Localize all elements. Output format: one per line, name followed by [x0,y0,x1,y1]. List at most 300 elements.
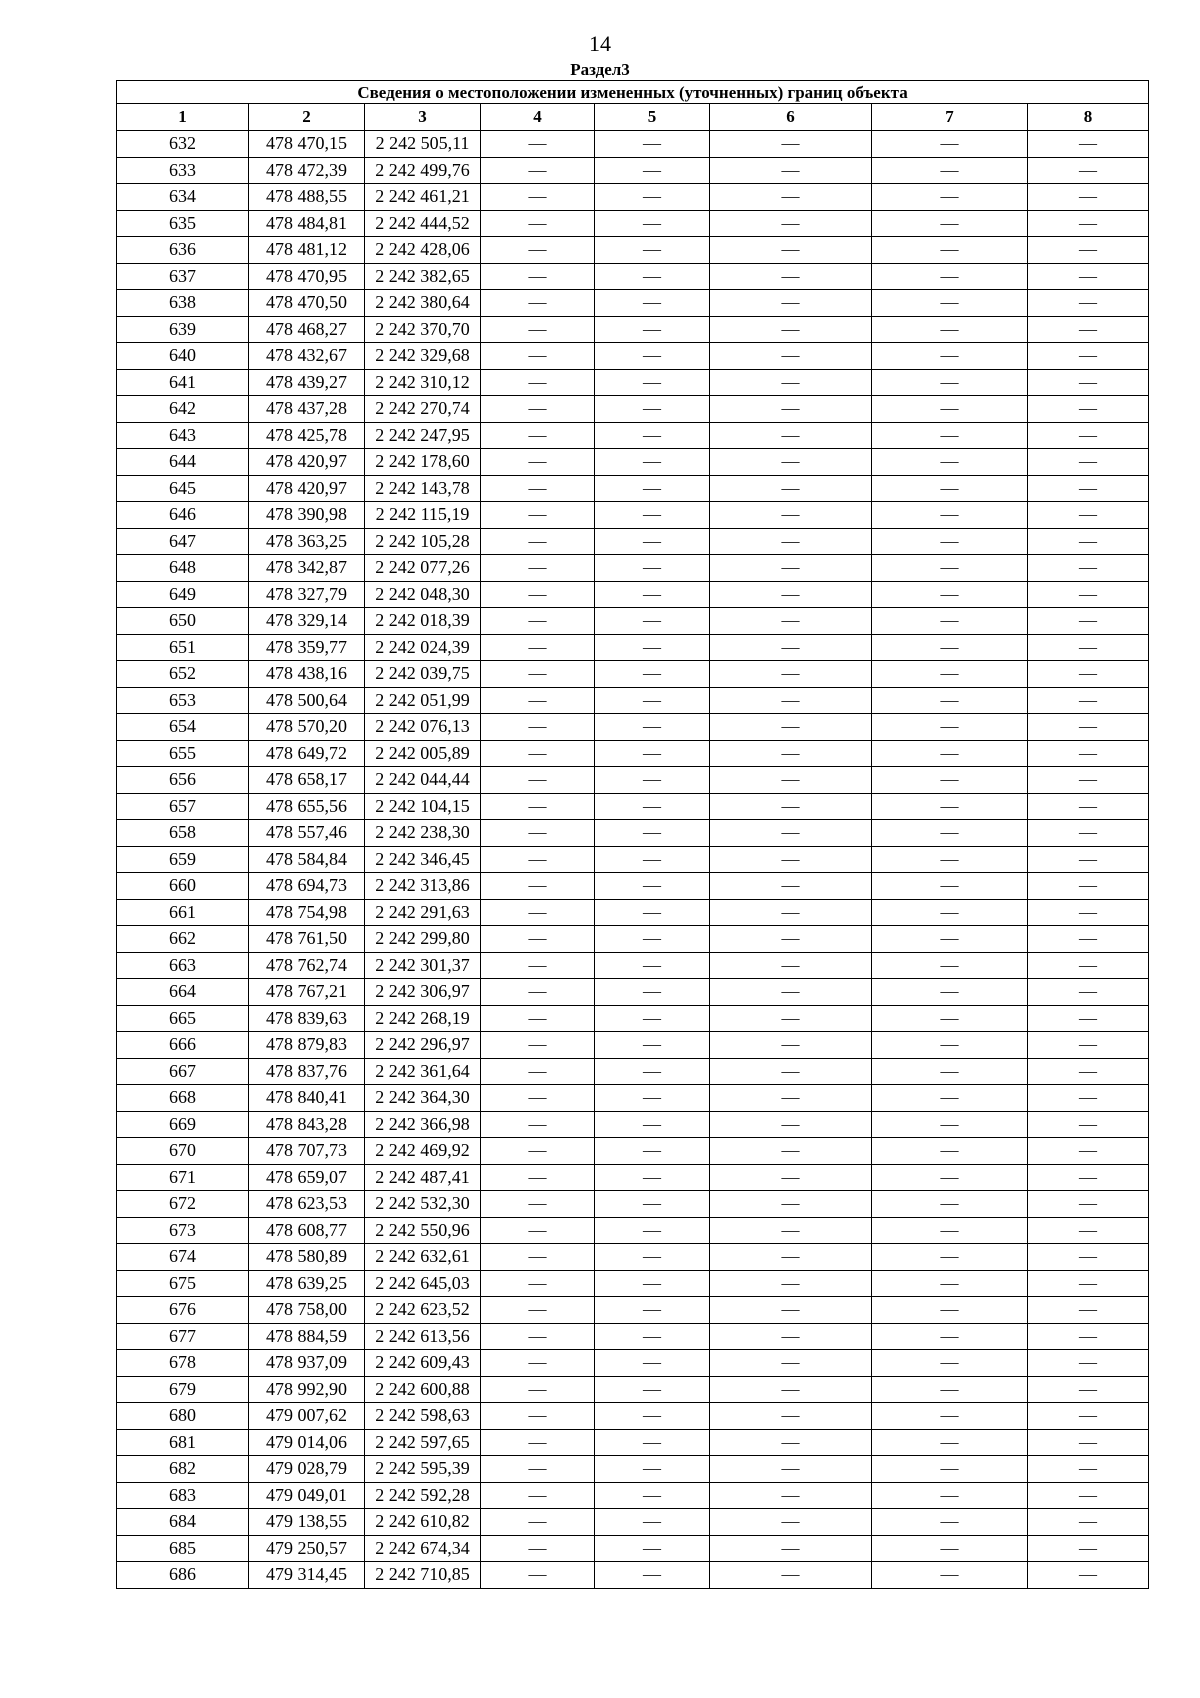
empty-value-cell: — [481,952,595,979]
y-coordinate-cell: 2 242 346,45 [365,846,481,873]
column-header-4: 4 [481,104,595,131]
empty-value-cell: — [595,449,710,476]
table-row [117,1164,1149,1191]
empty-value-cell: — [1028,846,1149,873]
empty-value-cell: — [710,687,872,714]
empty-value-cell: — [710,1217,872,1244]
empty-value-cell: — [595,1138,710,1165]
point-number-cell: 643 [117,422,249,449]
empty-value-cell: — [872,687,1028,714]
empty-value-cell: — [1028,1111,1149,1138]
empty-value-cell: — [481,1509,595,1536]
empty-value-cell: — [710,1509,872,1536]
empty-value-cell: — [481,263,595,290]
x-coordinate-cell: 478 468,27 [249,316,365,343]
x-coordinate-cell: 478 884,59 [249,1323,365,1350]
point-number-cell: 634 [117,184,249,211]
x-coordinate-cell: 479 250,57 [249,1535,365,1562]
empty-value-cell: — [710,873,872,900]
point-number-cell: 632 [117,131,249,158]
point-number-cell: 678 [117,1350,249,1377]
point-number-cell: 673 [117,1217,249,1244]
empty-value-cell: — [872,290,1028,317]
y-coordinate-cell: 2 242 613,56 [365,1323,481,1350]
point-number-cell: 638 [117,290,249,317]
empty-value-cell: — [1028,396,1149,423]
x-coordinate-cell: 478 470,50 [249,290,365,317]
x-coordinate-cell: 478 840,41 [249,1085,365,1112]
y-coordinate-cell: 2 242 291,63 [365,899,481,926]
table-row [117,237,1149,264]
table-row [117,1058,1149,1085]
empty-value-cell: — [1028,608,1149,635]
empty-value-cell: — [595,1085,710,1112]
point-number-cell: 657 [117,793,249,820]
y-coordinate-cell: 2 242 077,26 [365,555,481,582]
point-number-cell: 644 [117,449,249,476]
point-number-cell: 680 [117,1403,249,1430]
empty-value-cell: — [481,1535,595,1562]
empty-value-cell: — [481,1164,595,1191]
table-row [117,184,1149,211]
empty-value-cell: — [595,714,710,741]
y-coordinate-cell: 2 242 104,15 [365,793,481,820]
y-coordinate-cell: 2 242 313,86 [365,873,481,900]
table-title: Сведения о местоположении измененных (уточненных) границ объекта [117,81,1149,104]
empty-value-cell: — [1028,1164,1149,1191]
x-coordinate-cell: 478 363,25 [249,528,365,555]
table-row [117,210,1149,237]
empty-value-cell: — [595,343,710,370]
point-number-cell: 676 [117,1297,249,1324]
empty-value-cell: — [872,1217,1028,1244]
empty-value-cell: — [1028,661,1149,688]
empty-value-cell: — [595,1217,710,1244]
empty-value-cell: — [872,449,1028,476]
empty-value-cell: — [595,581,710,608]
empty-value-cell: — [595,316,710,343]
y-coordinate-cell: 2 242 299,80 [365,926,481,953]
empty-value-cell: — [595,1429,710,1456]
empty-value-cell: — [872,1482,1028,1509]
empty-value-cell: — [1028,422,1149,449]
empty-value-cell: — [595,210,710,237]
point-number-cell: 651 [117,634,249,661]
empty-value-cell: — [872,1429,1028,1456]
empty-value-cell: — [595,157,710,184]
empty-value-cell: — [872,1138,1028,1165]
table-row [117,1509,1149,1536]
empty-value-cell: — [1028,581,1149,608]
empty-value-cell: — [595,1191,710,1218]
table-row [117,396,1149,423]
empty-value-cell: — [481,1138,595,1165]
empty-value-cell: — [872,131,1028,158]
empty-value-cell: — [710,237,872,264]
table-row [117,263,1149,290]
empty-value-cell: — [872,1191,1028,1218]
y-coordinate-cell: 2 242 610,82 [365,1509,481,1536]
y-coordinate-cell: 2 242 592,28 [365,1482,481,1509]
empty-value-cell: — [481,1456,595,1483]
empty-value-cell: — [595,740,710,767]
column-header-7: 7 [872,104,1028,131]
column-header-8: 8 [1028,104,1149,131]
empty-value-cell: — [872,661,1028,688]
empty-value-cell: — [710,1032,872,1059]
y-coordinate-cell: 2 242 268,19 [365,1005,481,1032]
empty-value-cell: — [481,157,595,184]
x-coordinate-cell: 478 879,83 [249,1032,365,1059]
y-coordinate-cell: 2 242 306,97 [365,979,481,1006]
y-coordinate-cell: 2 242 382,65 [365,263,481,290]
empty-value-cell: — [595,1111,710,1138]
y-coordinate-cell: 2 242 018,39 [365,608,481,635]
empty-value-cell: — [481,184,595,211]
empty-value-cell: — [595,979,710,1006]
empty-value-cell: — [481,899,595,926]
empty-value-cell: — [1028,475,1149,502]
empty-value-cell: — [595,290,710,317]
empty-value-cell: — [872,634,1028,661]
empty-value-cell: — [1028,899,1149,926]
empty-value-cell: — [872,1562,1028,1589]
point-number-cell: 672 [117,1191,249,1218]
empty-value-cell: — [710,1376,872,1403]
empty-value-cell: — [710,661,872,688]
table-row [117,131,1149,158]
empty-value-cell: — [710,926,872,953]
empty-value-cell: — [481,1270,595,1297]
x-coordinate-cell: 478 570,20 [249,714,365,741]
point-number-cell: 650 [117,608,249,635]
empty-value-cell: — [481,767,595,794]
point-number-cell: 677 [117,1323,249,1350]
empty-value-cell: — [872,210,1028,237]
empty-value-cell: — [1028,369,1149,396]
x-coordinate-cell: 478 839,63 [249,1005,365,1032]
point-number-cell: 635 [117,210,249,237]
point-number-cell: 637 [117,263,249,290]
x-coordinate-cell: 479 028,79 [249,1456,365,1483]
x-coordinate-cell: 478 761,50 [249,926,365,953]
empty-value-cell: — [710,343,872,370]
x-coordinate-cell: 478 608,77 [249,1217,365,1244]
table-row [117,661,1149,688]
empty-value-cell: — [710,820,872,847]
point-number-cell: 663 [117,952,249,979]
x-coordinate-cell: 479 007,62 [249,1403,365,1430]
empty-value-cell: — [1028,714,1149,741]
empty-value-cell: — [1028,873,1149,900]
point-number-cell: 681 [117,1429,249,1456]
point-number-cell: 669 [117,1111,249,1138]
empty-value-cell: — [710,316,872,343]
empty-value-cell: — [1028,1456,1149,1483]
empty-value-cell: — [1028,820,1149,847]
empty-value-cell: — [481,210,595,237]
y-coordinate-cell: 2 242 005,89 [365,740,481,767]
empty-value-cell: — [710,634,872,661]
empty-value-cell: — [710,1138,872,1165]
empty-value-cell: — [595,873,710,900]
empty-value-cell: — [872,1297,1028,1324]
point-number-cell: 639 [117,316,249,343]
x-coordinate-cell: 478 584,84 [249,846,365,873]
y-coordinate-cell: 2 242 048,30 [365,581,481,608]
table-body [117,131,1149,1589]
empty-value-cell: — [595,1535,710,1562]
empty-value-cell: — [710,1429,872,1456]
y-coordinate-cell: 2 242 674,34 [365,1535,481,1562]
x-coordinate-cell: 478 342,87 [249,555,365,582]
y-coordinate-cell: 2 242 444,52 [365,210,481,237]
empty-value-cell: — [872,237,1028,264]
empty-value-cell: — [710,1403,872,1430]
x-coordinate-cell: 478 694,73 [249,873,365,900]
empty-value-cell: — [872,316,1028,343]
point-number-cell: 656 [117,767,249,794]
x-coordinate-cell: 478 762,74 [249,952,365,979]
empty-value-cell: — [481,555,595,582]
empty-value-cell: — [481,396,595,423]
empty-value-cell: — [1028,1138,1149,1165]
table-row [117,581,1149,608]
empty-value-cell: — [1028,290,1149,317]
x-coordinate-cell: 478 623,53 [249,1191,365,1218]
point-number-cell: 683 [117,1482,249,1509]
point-number-cell: 684 [117,1509,249,1536]
empty-value-cell: — [1028,687,1149,714]
empty-value-cell: — [710,793,872,820]
page-number: 14 [589,31,611,56]
column-header-6: 6 [710,104,872,131]
y-coordinate-cell: 2 242 532,30 [365,1191,481,1218]
point-number-cell: 666 [117,1032,249,1059]
empty-value-cell: — [710,899,872,926]
empty-value-cell: — [710,1297,872,1324]
x-coordinate-cell: 479 049,01 [249,1482,365,1509]
empty-value-cell: — [481,237,595,264]
empty-value-cell: — [872,1270,1028,1297]
empty-value-cell: — [481,873,595,900]
empty-value-cell: — [872,740,1028,767]
point-number-cell: 661 [117,899,249,926]
column-header-3: 3 [365,104,481,131]
y-coordinate-cell: 2 242 310,12 [365,369,481,396]
empty-value-cell: — [710,131,872,158]
point-number-cell: 670 [117,1138,249,1165]
empty-value-cell: — [595,369,710,396]
empty-value-cell: — [1028,528,1149,555]
empty-value-cell: — [872,422,1028,449]
empty-value-cell: — [710,767,872,794]
empty-value-cell: — [710,422,872,449]
empty-value-cell: — [710,369,872,396]
empty-value-cell: — [872,1350,1028,1377]
y-coordinate-cell: 2 242 598,63 [365,1403,481,1430]
empty-value-cell: — [595,1482,710,1509]
table-row [117,343,1149,370]
empty-value-cell: — [872,952,1028,979]
empty-value-cell: — [872,1005,1028,1032]
empty-value-cell: — [481,1482,595,1509]
y-coordinate-cell: 2 242 600,88 [365,1376,481,1403]
table-row [117,1376,1149,1403]
empty-value-cell: — [710,1058,872,1085]
empty-value-cell: — [481,846,595,873]
empty-value-cell: — [481,1032,595,1059]
column-header-2: 2 [249,104,365,131]
empty-value-cell: — [481,820,595,847]
empty-value-cell: — [710,1350,872,1377]
empty-value-cell: — [710,608,872,635]
empty-value-cell: — [1028,1376,1149,1403]
y-coordinate-cell: 2 242 329,68 [365,343,481,370]
empty-value-cell: — [710,846,872,873]
point-number-cell: 636 [117,237,249,264]
table-row [117,873,1149,900]
table-row [117,1244,1149,1271]
x-coordinate-cell: 478 843,28 [249,1111,365,1138]
empty-value-cell: — [481,1376,595,1403]
empty-value-cell: — [595,1005,710,1032]
y-coordinate-cell: 2 242 632,61 [365,1244,481,1271]
y-coordinate-cell: 2 242 499,76 [365,157,481,184]
table-row [117,899,1149,926]
empty-value-cell: — [1028,1085,1149,1112]
empty-value-cell: — [481,1111,595,1138]
empty-value-cell: — [595,661,710,688]
empty-value-cell: — [1028,237,1149,264]
y-coordinate-cell: 2 242 296,97 [365,1032,481,1059]
empty-value-cell: — [595,396,710,423]
point-number-cell: 668 [117,1085,249,1112]
empty-value-cell: — [1028,634,1149,661]
table-row [117,634,1149,661]
empty-value-cell: — [872,1376,1028,1403]
empty-value-cell: — [710,555,872,582]
empty-value-cell: — [1028,979,1149,1006]
empty-value-cell: — [1028,926,1149,953]
x-coordinate-cell: 478 425,78 [249,422,365,449]
point-number-cell: 645 [117,475,249,502]
table-row [117,1191,1149,1218]
empty-value-cell: — [872,846,1028,873]
empty-value-cell: — [1028,1217,1149,1244]
empty-value-cell: — [481,608,595,635]
empty-value-cell: — [872,820,1028,847]
y-coordinate-cell: 2 242 505,11 [365,131,481,158]
point-number-cell: 662 [117,926,249,953]
table-row [117,687,1149,714]
empty-value-cell: — [481,1085,595,1112]
empty-value-cell: — [481,422,595,449]
y-coordinate-cell: 2 242 115,19 [365,502,481,529]
empty-value-cell: — [1028,157,1149,184]
empty-value-cell: — [1028,1350,1149,1377]
empty-value-cell: — [481,528,595,555]
y-coordinate-cell: 2 242 595,39 [365,1456,481,1483]
y-coordinate-cell: 2 242 361,64 [365,1058,481,1085]
empty-value-cell: — [710,952,872,979]
empty-value-cell: — [710,1323,872,1350]
empty-value-cell: — [710,396,872,423]
empty-value-cell: — [595,528,710,555]
empty-value-cell: — [1028,502,1149,529]
y-coordinate-cell: 2 242 469,92 [365,1138,481,1165]
empty-value-cell: — [1028,1270,1149,1297]
empty-value-cell: — [872,184,1028,211]
table-row [117,449,1149,476]
table-row [117,1482,1149,1509]
empty-value-cell: — [710,1191,872,1218]
empty-value-cell: — [710,528,872,555]
empty-value-cell: — [872,1535,1028,1562]
x-coordinate-cell: 478 327,79 [249,581,365,608]
y-coordinate-cell: 2 242 024,39 [365,634,481,661]
empty-value-cell: — [595,820,710,847]
table-row [117,1403,1149,1430]
x-coordinate-cell: 478 639,25 [249,1270,365,1297]
point-number-cell: 658 [117,820,249,847]
point-number-cell: 686 [117,1562,249,1589]
point-number-cell: 641 [117,369,249,396]
y-coordinate-cell: 2 242 364,30 [365,1085,481,1112]
table-row [117,157,1149,184]
x-coordinate-cell: 478 439,27 [249,369,365,396]
empty-value-cell: — [1028,1323,1149,1350]
table-row [117,1270,1149,1297]
empty-value-cell: — [710,449,872,476]
y-coordinate-cell: 2 242 039,75 [365,661,481,688]
x-coordinate-cell: 478 472,39 [249,157,365,184]
x-coordinate-cell: 478 329,14 [249,608,365,635]
empty-value-cell: — [1028,1032,1149,1059]
empty-value-cell: — [481,343,595,370]
empty-value-cell: — [872,1164,1028,1191]
y-coordinate-cell: 2 242 076,13 [365,714,481,741]
y-coordinate-cell: 2 242 105,28 [365,528,481,555]
empty-value-cell: — [595,422,710,449]
point-number-cell: 665 [117,1005,249,1032]
table-row [117,1005,1149,1032]
table-row [117,952,1149,979]
table-row [117,502,1149,529]
empty-value-cell: — [595,131,710,158]
empty-value-cell: — [481,449,595,476]
x-coordinate-cell: 478 758,00 [249,1297,365,1324]
point-number-cell: 671 [117,1164,249,1191]
table-row [117,1085,1149,1112]
empty-value-cell: — [481,1297,595,1324]
empty-value-cell: — [1028,1535,1149,1562]
x-coordinate-cell: 478 837,76 [249,1058,365,1085]
table-row [117,926,1149,953]
table-row [117,1535,1149,1562]
x-coordinate-cell: 478 659,07 [249,1164,365,1191]
y-coordinate-cell: 2 242 270,74 [365,396,481,423]
table-row [117,1456,1149,1483]
point-number-cell: 679 [117,1376,249,1403]
empty-value-cell: — [481,1058,595,1085]
y-coordinate-cell: 2 242 143,78 [365,475,481,502]
empty-value-cell: — [481,1217,595,1244]
x-coordinate-cell: 478 484,81 [249,210,365,237]
empty-value-cell: — [1028,1244,1149,1271]
x-coordinate-cell: 478 481,12 [249,237,365,264]
empty-value-cell: — [1028,793,1149,820]
